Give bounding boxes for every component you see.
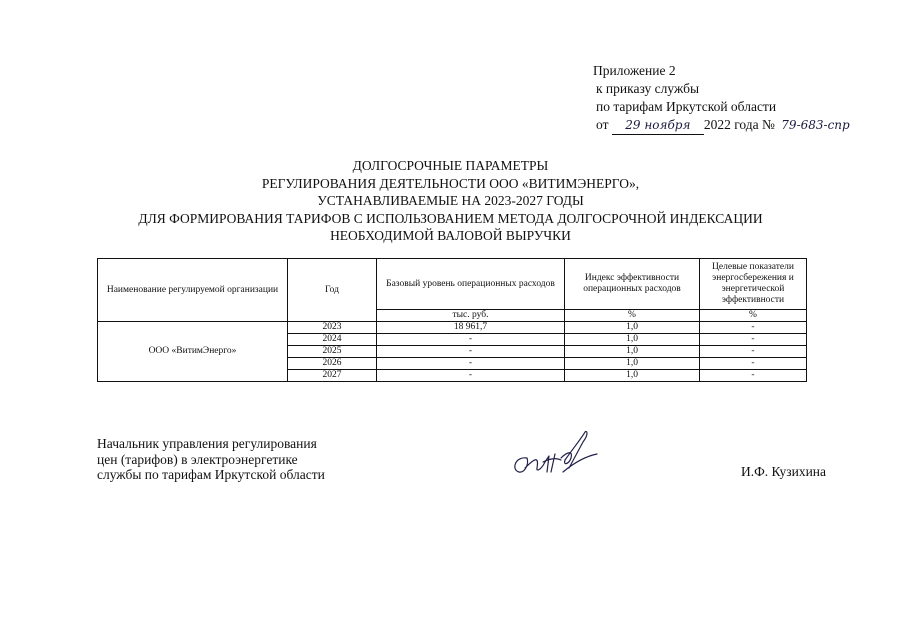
cell-year: 2027: [288, 370, 377, 382]
title-line-5: НЕОБХОДИМОЙ ВАЛОВОЙ ВЫРУЧКИ: [330, 228, 571, 243]
cell-base: 18 961,7: [377, 322, 565, 334]
table-row: [98, 322, 807, 334]
title-line-1: ДОЛГОСРОЧНЫЕ ПАРАМЕТРЫ: [352, 158, 549, 173]
appendix-year-text: 2022 года №: [703, 117, 775, 132]
title-line-2: РЕГУЛИРОВАНИЯ ДЕЯТЕЛЬНОСТИ ООО «ВИТИМЭНЕРГО»,: [261, 175, 640, 191]
cell-year: 2026: [288, 358, 377, 370]
appendix-line-2: к приказу службы: [596, 81, 700, 96]
document-title: [0, 157, 901, 245]
cell-target: -: [700, 346, 807, 358]
cell-base: -: [377, 370, 565, 382]
handwritten-order-number: 79-683-спр: [781, 118, 850, 132]
appendix-line-1: Приложение 2: [593, 63, 676, 78]
cell-year: 2025: [288, 346, 377, 358]
cell-target: -: [700, 358, 807, 370]
appendix-block: [593, 62, 850, 135]
appendix-line-3: по тарифам Иркутской области: [596, 99, 777, 114]
cell-year: 2023: [288, 322, 377, 334]
cell-base: -: [377, 346, 565, 358]
unit-efficiency-index: %: [565, 310, 700, 322]
title-line-4: ДЛЯ ФОРМИРОВАНИЯ ТАРИФОВ С ИСПОЛЬЗОВАНИЕМ МЕТОДА ДОЛГОСРОЧНОЙ ИНДЕКСАЦИИ: [138, 210, 763, 226]
cell-target: -: [700, 370, 807, 382]
cell-organization: ООО «ВитимЭнерго»: [98, 322, 288, 382]
parameters-table: [97, 258, 807, 382]
cell-target: -: [700, 322, 807, 334]
cell-base: -: [377, 334, 565, 346]
unit-base-level: тыс. руб.: [377, 310, 565, 322]
header-targets: Целевые показатели энергосбережения и энергетической эффективности: [700, 259, 807, 310]
handwritten-signature: [505, 428, 600, 480]
position-line-3: службы по тарифам Иркутской области: [97, 467, 325, 482]
cell-index: 1,0: [565, 334, 700, 346]
cell-index: 1,0: [565, 346, 700, 358]
position-line-2: цен (тарифов) в электроэнергетике: [97, 451, 298, 467]
appendix-line-4: [593, 116, 850, 135]
header-base-level: Базовый уровень операционных расходов: [377, 259, 565, 310]
cell-base: -: [377, 358, 565, 370]
cell-index: 1,0: [565, 358, 700, 370]
title-line-3: УСТАНАВЛИВАЕМЫЕ НА 2023-2027 ГОДЫ: [317, 193, 584, 208]
header-year: Год: [288, 259, 377, 322]
appendix-prefix: от: [596, 117, 609, 132]
table-header-row: [98, 259, 807, 310]
header-org: Наименование регулируемой организации: [98, 259, 288, 322]
cell-index: 1,0: [565, 370, 700, 382]
cell-target: -: [700, 334, 807, 346]
position-line-1: Начальник управления регулирования: [97, 436, 317, 451]
header-efficiency-index: Индекс эффективности операционных расходов: [565, 259, 700, 310]
handwritten-date: 29 ноября: [612, 116, 704, 135]
cell-index: 1,0: [565, 322, 700, 334]
unit-targets: %: [700, 310, 807, 322]
signatory-position: [97, 436, 325, 483]
signer-name: И.Ф. Кузихина: [741, 464, 827, 479]
cell-year: 2024: [288, 334, 377, 346]
